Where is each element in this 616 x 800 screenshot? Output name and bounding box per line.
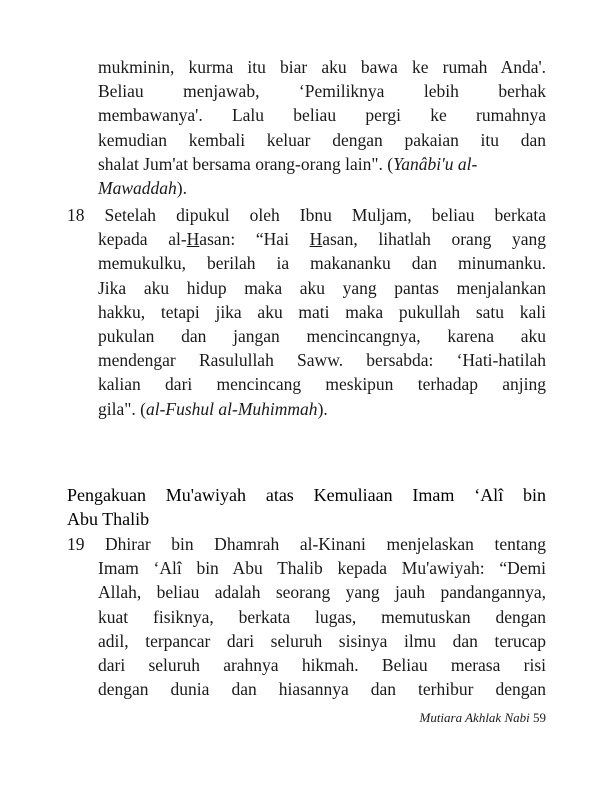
text-segment: mukminin, kurma itu biar aku bawa ke rumah Anda'. <box>98 57 546 77</box>
text-segment: shalat Jum'at bersama orang-orang lain". ( <box>98 153 394 174</box>
text-segment: ). <box>176 178 187 198</box>
text-segment: kalian dari mencincang meskipun terhadap anjing <box>98 374 546 395</box>
text-segment: mendengar Rasulullah Saww. bersabda: ‘Hati-hatilah <box>98 350 546 371</box>
text-segment: 18 Setelah dipukul oleh Ibnu Muljam, beliau berkata <box>67 205 546 225</box>
text-segment: 19 Dhirar bin Dhamrah al-Kinani menjelaskan tentang <box>67 534 546 554</box>
text-segment: dengan dunia dan hiasannya dan terhibur dengan <box>98 679 546 700</box>
text-line <box>98 324 546 348</box>
text-segment: Jika aku hidup maka aku yang pantas menjalankan <box>98 277 546 298</box>
citation-text: Mawaddah <box>98 178 177 198</box>
text-segment: Allah, beliau adalah seorang yang jauh pandangannya, <box>98 582 546 603</box>
page-number: 59 <box>533 710 546 725</box>
text-line <box>98 128 546 152</box>
text-segment: hakku, tetapi jika aku mati maka pukullah satu kali <box>98 301 546 322</box>
text-segment: kemudian kembali keluar dengan pakaian itu dan <box>98 129 546 150</box>
text-line <box>98 556 546 580</box>
text-segment: kuat fisiknya, berkata lugas, memutuskan dengan <box>98 606 546 627</box>
text-line <box>98 276 546 300</box>
text-segment: Imam ‘Alî bin Abu Thalib kepada Mu'awiyah: “Demi <box>98 558 546 579</box>
running-footer <box>419 710 546 726</box>
text-line <box>98 227 546 251</box>
text-line <box>98 372 546 396</box>
text-segment: H <box>186 229 200 250</box>
text-segment: kepada al- <box>98 229 187 250</box>
text-line <box>98 629 546 653</box>
text-segment: ). <box>317 398 328 419</box>
text-line <box>98 300 546 324</box>
text-line <box>98 653 546 677</box>
text-segment: pukulan dan jangan mencincangnya, karena aku <box>98 326 546 346</box>
text-line <box>98 251 546 275</box>
text-line <box>98 605 546 629</box>
text-line <box>98 103 546 127</box>
text-segment: asan, lihatlah orang yang <box>322 229 546 250</box>
text-segment: adil, terpancar dari seluruh sisinya ilmu dan terucap <box>98 630 546 651</box>
text-line <box>67 483 546 507</box>
text-line <box>67 532 546 556</box>
text-line <box>67 507 546 531</box>
text-line <box>98 152 546 176</box>
text-line <box>98 397 546 421</box>
text-line <box>67 203 546 227</box>
text-segment: Abu Thalib <box>67 509 150 530</box>
text-segment: asan: “Hai <box>199 229 310 250</box>
text-segment: Pengakuan Mu'awiyah atas Kemuliaan Imam ‘Alî bin <box>67 485 546 505</box>
text-segment: dari seluruh arahnya hikmah. Beliau merasa risi <box>98 655 546 675</box>
text-line <box>98 55 546 79</box>
text-segment: membawanya'. Lalu beliau pergi ke rumahnya <box>98 105 546 126</box>
text-segment: Beliau menjawab, ‘Pemiliknya lebih berhak <box>98 81 546 102</box>
text-segment: gila". ( <box>98 398 146 419</box>
citation-text: al-Fushul al-Muhimmah <box>145 398 318 419</box>
text-line <box>98 580 546 604</box>
book-title: Mutiara Akhlak Nabi <box>419 710 530 725</box>
citation-text: Yanâbi'u al- <box>393 153 478 174</box>
text-line <box>98 176 546 200</box>
text-segment: memukulku, berilah ia makananku dan minumanku. <box>98 253 546 274</box>
text-segment: H <box>309 229 323 250</box>
text-line <box>98 348 546 372</box>
text-line <box>98 79 546 103</box>
text-line <box>98 677 546 701</box>
